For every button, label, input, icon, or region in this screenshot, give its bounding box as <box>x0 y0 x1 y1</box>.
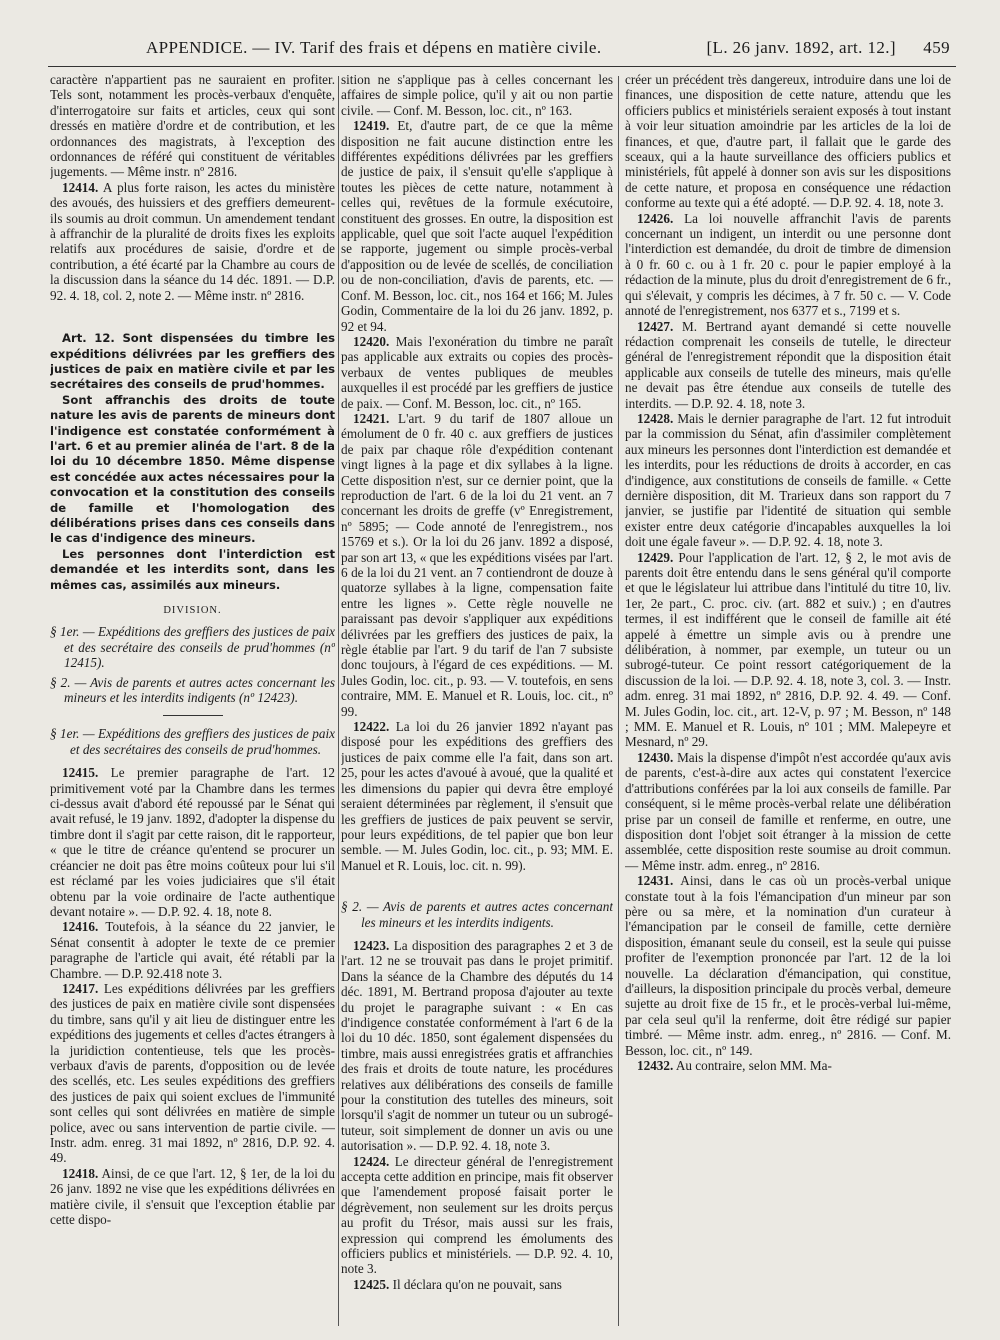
numbered-paragraph-12415: 12415. Le premier paragraphe de l'art. 12 primitivement voté par la Chambre dans les termes ci-dessus avait d'abord été repoussé par le Sénat qui avait refusé, le 19 janv. 1892, d'adopter la dispense du timbre dont il s'agit par cette raison, dit le rapporteur, « que le titre de créance qu'entend se procurer un créancier ne doit pas être moins coûteux pour lui s'il est réclamé par les voies judiciaires que s'il était obtenu par la voie ordinaire de l'acte authentique devant notaire ». — D.P. 92. 4. 18, note 8. <box>50 765 335 919</box>
numbered-paragraph-12421: 12421. L'art. 9 du tarif de 1807 alloue un émolument de 0 fr. 40 c. aux greffiers de justices de paix par chaque rôle d'expédition contenant vingt lignes à la page et dix syllabes à la ligne. Cette disposition n'est, sur ce dernier point, que la reproduction de l'art. 6 de la loi du 21 vent. an 7 concernant les droits de greffe (vº Enregistrement, nº 5895; — Code annoté de l'enregistrem., nos 15769 et s.). Or la loi du 26 janv. 1892 a disposé, par son art 13, « que les expéditions visées par l'art. 6 de la loi du 21 vent. an 7 contiendront de douze à quatorze syllabes à la ligne, compensation faite entre les lignes ». Cette règle nouvelle ne paraissant pas devoir s'appliquer aux expéditions délivrées par les greffiers des justices de paix, la règle établie par l'art. 9 du tarif de l'an 7 subsiste donc toujours, à l'égard de ces expéditions. — M. Jules Godin, loc. cit., p. 93. — V. toutefois, en sens contraire, MM. E. Manuel et R. Louis, loc. cit., nº 99. <box>341 410 613 719</box>
header-reference: [L. 26 janv. 1892, art. 12.] <box>706 38 896 57</box>
numbered-paragraph-12422: 12422. La loi du 26 janvier 1892 n'ayant pas disposé pour les expéditions des greffiers des justices de paix comme elle l'a fait, dans son art. 25, pour les actes d'avoué à avoué, que la qualité et les dimensions du papier qui devra être employé seraient déterminées par règlement, il s'ensuit que les greffiers de justices de paix peuvent se servir, pour leurs expéditions, de tel papier que bon leur semble. — M. Jules Godin, loc. cit., p. 93; MM. E. Manuel et R. Louis, loc. cit. n. 99). <box>341 719 613 873</box>
numbered-paragraph-12427: 12427. M. Bertrand ayant demandé si cette nouvelle rédaction comprenait les conseils de tutelle, le directeur général de l'enregistrement répondit que la disposition était applicable aux conseils de tutelle des mineurs, mais qu'elle ne devait pas être étendue aux conseils de tutelle des interdits. — D.P. 92. 4. 18, note 3. <box>625 318 951 411</box>
numbered-paragraph-12414: 12414. A plus forte raison, les actes du ministère des avoués, des huissiers et des greffiers demeurent-ils soumis au droit commun. Un amendement tendant à affranchir de la pluralité de droits fixes les exploits relatifs aux procédures de saisie, d'ordre et de contribution, a été écarté par la Chambre au cours de la discussion dans la séance du 14 déc. 1891. — D.P. 92. 4. 18, col. 2, note 2. — Même instr. nº 2816. <box>50 179 335 303</box>
numbered-paragraph-12417: 12417. Les expéditions délivrées par les greffiers des justices de paix en matière civile sont dispensées du timbre, sans qu'il y ait lieu de distinguer entre les expéditions des jugements et celles d'actes étrangers à la juridiction contentieuse, tels que les procès-verbaux d'avis de parents, d'opposition ou de levée des scellés, etc. Les seules expéditions des greffiers des justices de paix qui soient exclues de l'immunité sont celles qui sont délivrées en matière de simple police, avec ou sans intervention de partie civile. — Instr. adm. enreg. 31 mai 1892, nº 2816, D.P. 92. 4. 49. <box>50 980 335 1166</box>
numbered-paragraph-12426: 12426. La loi nouvelle affranchit l'avis de parents concernant un indigent, un interdit ou une personne dont l'interdiction est demandée, du droit de timbre de dimension à 0 fr. 60 c. ou à 1 fr. 20 c. pour le papier employé à la rédaction de la minute, plus du droit d'enregistrement de 6 fr., qui s'élevait, y compris les décimes, à 7 fr. 50 c. — V. Code annoté de l'enregistrement, nos 6377 et s., 7199 et s. <box>625 210 951 319</box>
article-paragraph: Art. 12. Sont dispensées du timbre les expéditions délivrées par les greffiers des justices de paix en matière civile et par les secrétaires des conseils de prud'hommes. <box>50 331 335 392</box>
paragraph-number: 12414. <box>62 179 99 195</box>
article-paragraph: Les personnes dont l'interdiction est demandée et les interdits sont, dans les mêmes cas, assimilés aux mineurs. <box>50 546 335 592</box>
column-middle <box>341 72 613 1327</box>
numbered-paragraph-12428: 12428. Mais le dernier paragraphe de l'art. 12 fut introduit par la commission du Sénat, afin d'assimiler complètement aux mineurs les personnes dont l'interdiction est demandée et les interdits, pour les réductions de droits à accorder, en cas d'indigence, aux constitutions de conseils de famille. « Cette dernière disposition, dit M. Trarieux dans son rapport du 7 janvier, se justifie par l'identité de situation qui semble exister entre deux catégorie d'incapables auxquelles la loi doit une égale faveur ». — D.P. 92. 4. 18, note 3. <box>625 410 951 550</box>
section-heading: § 2. — Avis de parents et autres actes concernant les mineurs et les interdits indigents. <box>341 899 613 930</box>
numbered-paragraph-12423: 12423. La disposition des paragraphes 2 et 3 de l'art. 12 ne se trouvait pas dans le projet primitif. Dans la séance de la Chambre des députés du 14 déc. 1891, M. Bertrand proposa d'ajouter au texte du projet le paragraphe suivant : « En cas d'indigence constatée conformément à l'art 6 de la loi du 10 déc. 1850, sont également dispensées du timbre, mais aussi enregistrées gratis et affranchies des frais et droits de toute nature, les procédures relatives aux délibérations des conseils de famille pour la constitution des tutelles des mineurs, soit lorsqu'il s'agit de nommer un tuteur ou un subrogé-tuteur, soit simplement de donner un avis ou une autorisation ». — D.P. 92. 4. 18, note 3. <box>341 937 613 1154</box>
numbered-paragraph-12429: 12429. Pour l'application de l'art. 12, § 2, le mot avis de parents doit être entendu dans le sens général qu'il comporte et que le législateur lui attribue dans l'intitulé du titre 10, liv. 1er, 2e part., C. proc. civ. (art. 882 et suiv.) ; en d'autres termes, il est indifférent que le conseil de famille ait été appelé à émettre un simple avis ou à prendre une délibération, à nommer, par exemple, un tuteur ou un subrogé-tuteur. Ce point ressort catégoriquement de la discussion de la loi. — D.P. 92. 4. 18, note 3, col. 3. — Instr. adm. enreg. 31 mai 1892, nº 2816, D.P. 92. 4. 49. — Conf. M. Jules Godin, loc. cit., art. 12-V, p. 97 ; M. Besson, nº 148 ; MM. E. Manuel et R. Louis, nº 101 ; MM. Malepeyre et Mesnard, nº 29. <box>625 549 951 750</box>
numbered-paragraph-12425: 12425. Il déclara qu'on ne pouvait, sans <box>353 1276 562 1292</box>
numbered-paragraph-12416: 12416. Toutefois, à la séance du 22 janvier, le Sénat consentit à adopter le texte de ce premier paragraphe de l'article qui avait, été rétabli par la Chambre. — D.P. 92.418 note 3. <box>50 919 335 981</box>
paragraph: sition ne s'applique pas à celles concernant les affaires de simple police, qu'il y ait ou non partie civile. — Conf. M. Besson, loc. cit., nº 163. <box>341 72 613 118</box>
numbered-paragraph-12430: 12430. Mais la dispense d'impôt n'est accordée qu'aux avis de parents, c'est-à-dire aux actes qui constatent l'exercice d'attributions conférées par la loi aux conseils de famille. Par conséquent, si le même procès-verbal relate une délibération prise par un conseil de famille et renferme, en outre, une disposition dont l'objet soit étranger à la mission de cette assemblée, cette disposition reste soumise au droit commun. — Même instr. adm. enreg., nº 2816. <box>625 749 951 873</box>
running-header <box>48 34 956 67</box>
section-heading: § 1er. — Expéditions des greffiers des justices de paix et des secrétaires des conseils de prud'hommes. <box>50 726 335 757</box>
numbered-paragraph-12418: 12418. Ainsi, de ce que l'art. 12, § 1er, de la loi du 26 janv. 1892 ne vise que les expéditions délivrées en matière civile, il s'ensuit que l'exception établie par cette dispo- <box>50 1165 335 1228</box>
divider <box>163 715 223 716</box>
numbered-paragraph-12432: 12432. Au contraire, selon MM. Ma- <box>637 1058 832 1073</box>
header-title: APPENDICE. — IV. Tarif des frais et dépens en matière civile. <box>146 38 602 57</box>
article-paragraph: Sont affranchis des droits de toute nature les avis de parents de mineurs dont l'indigence est constatée conformément à l'art. 6 et au premier alinéa de l'art. 8 de la loi du 10 décembre 1850. Même dispense est concédée aux actes nécessaires pour la convocation et la constitution des conseils de famille et l'homologation des délibérations prises dans ces conseils dans le cas d'indigence des mineurs. <box>50 392 335 546</box>
numbered-paragraph-12420: 12420. Mais l'exonération du timbre ne paraît pas applicable aux extraits ou copies des procès-verbaux de ventes publiques de meubles auxquelles il est procédé par les greffiers de justice de paix. — Conf. M. Besson, loc. cit., nº 165. <box>341 333 613 411</box>
numbered-paragraph-12424: 12424. Le directeur général de l'enregistrement accepta cette addition en principe, mais fit observer que l'amendement proposé faisait porter le dégrèvement, non seulement sur les droits perçus au profit du Trésor, mais aussi sur les frais, expression qui comprend les émoluments des officiers publics et ministériels. — D.P. 92. 4. 10, note 3. <box>341 1153 613 1277</box>
numbered-paragraph-12419: 12419. Et, d'autre part, de ce que la même disposition ne fait aucune distinction entre les différentes expéditions délivrées par les greffiers de justice de paix, il s'ensuit qu'elle s'applique à toutes les pièces de cette nature, notamment à celles qui, revêtues de la formule exécutoire, constituent des grosses. En outre, la disposition est applicable, quel que soit l'acte auquel l'expédition se rapporte, jugement ou simple procès-verbal d'apposition ou de levée de scellés, de conciliation ou de non-conciliation, d'avis de parents, etc. — Conf. M. Besson, loc. cit., nos 164 et 166; M. Jules Godin, Commentaire de la loi du 26 janv. 1892, p. 92 et 94. <box>341 118 613 334</box>
column-divider <box>618 76 619 1326</box>
numbered-paragraph-12431: 12431. Ainsi, dans le cas où un procès-verbal unique constate tout à la fois l'émancipation d'un mineur par son père ou sa mère, et la nomination d'un curateur à l'émancipation par le conseil de famille, cette dernière disposition, émanant seule du conseil, est la seule qui puisse profiter de l'exemption prononcée par l'art. 12 de la loi nouvelle. La déclaration d'émancipation, qui constitue, d'ailleurs, la disposition principale du procès verbal, demeure sujette au droit fixe de 15 fr., et le procès-verbal lui-même, par cela seul qu'il la renferme, doit être rédigé sur papier timbré. — Même instr. adm. enreg., nº 2816. — Conf. M. Besson, loc. cit., nº 149. <box>625 873 951 1058</box>
column-left <box>50 72 335 1327</box>
division-heading: DIVISION. <box>163 605 222 616</box>
division-item: § 2. — Avis de parents et autres actes concernant les mineurs et les interdits indigents (nº 12423). <box>50 674 335 706</box>
article-text <box>50 331 335 593</box>
paragraph: caractère n'appartient pas ne sauraient en profiter. Tels sont, notamment les procès-verbaux d'enquête, d'interrogatoire sur faits et articles, ceux qui sont dressés en matière d'ordre et de contribution, et les ordonnances des magistrats, à l'exception des ordonnances de référé qui constituent de véritables jugements. — Même instr. nº 2816. <box>50 72 335 180</box>
division-item: § 1er. — Expéditions des greffiers des justices de paix et des secrétaire des conseils de prud'hommes (nº 12415). <box>50 624 335 671</box>
column-divider <box>338 76 339 1326</box>
page-number: 459 <box>923 38 950 57</box>
paragraph: créer un précédent très dangereux, introduire dans une loi de finances, une disposition de cette nature, attendu que les officiers publics et ministériels seraient exposés à tout instant à voir leur situation amoindrie par les articles de la loi de finances, et que, d'autre part, il fallait que le garde des sceaux, qui a la haute surveillance des officiers publics et ministériels, fût appelé à donner son avis sur les dispositions de cette nature, et proposa en conséquence une rédaction conforme au texte qui a été adopté. — D.P. 92. 4. 18, note 3. <box>625 72 951 211</box>
column-right <box>625 72 951 1327</box>
